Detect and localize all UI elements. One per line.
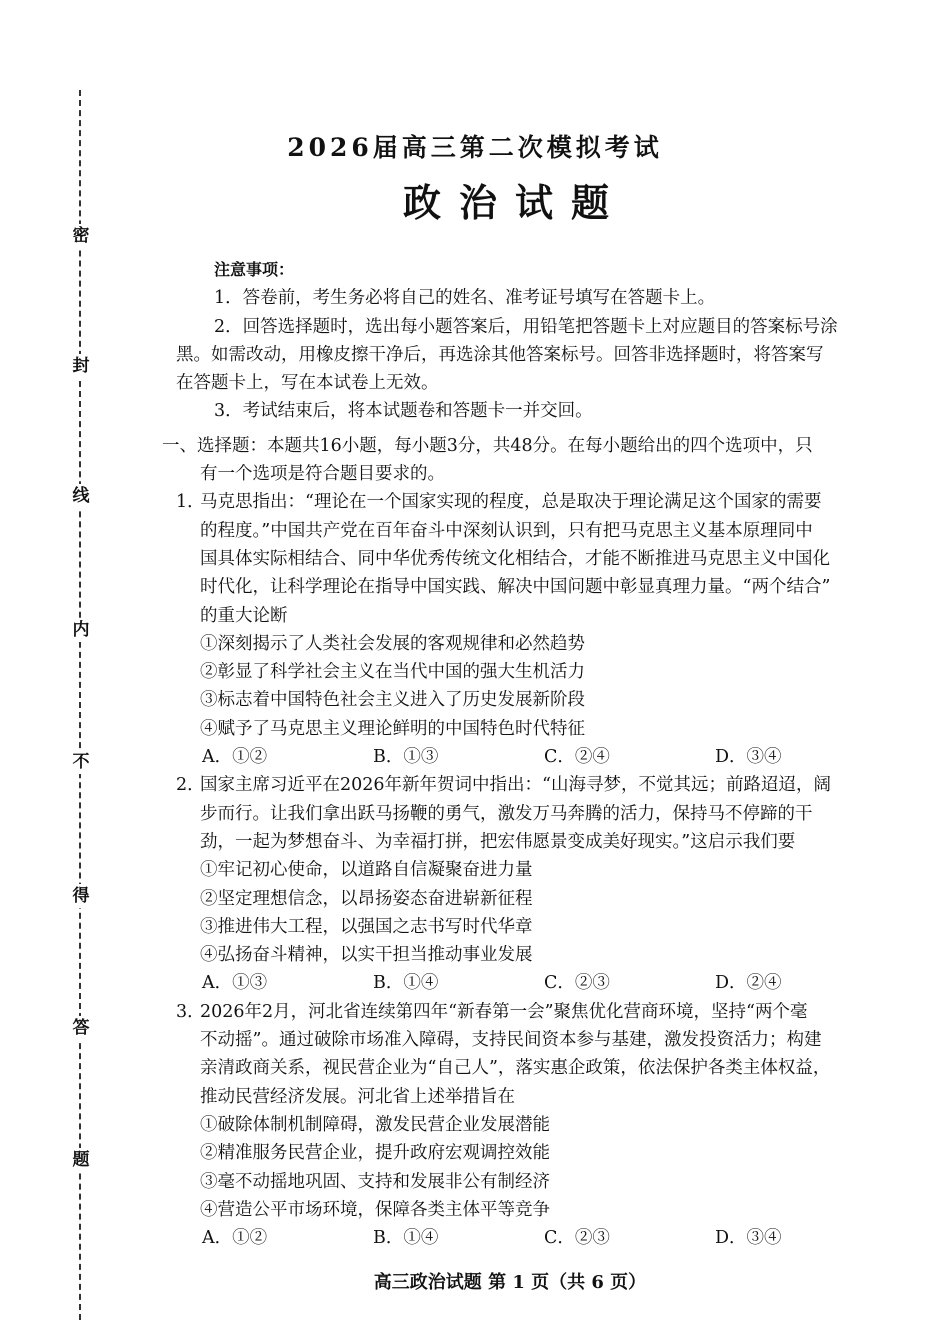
- statement-option: ②彰显了科学社会主义在当代中国的强大生机活力: [200, 662, 585, 683]
- question-text: 亲清政商关系，视民营企业为“自己人”，落实惠企政策，依法保护各类主体权益，: [200, 1058, 831, 1079]
- exam-title: 2026届高三第二次模拟考试: [287, 133, 663, 162]
- question-number: 3．: [176, 1001, 205, 1022]
- answer-choice: D．②④: [715, 973, 782, 994]
- notice-item-cont: 在答题卡上，写在本试卷上无效。: [176, 373, 439, 394]
- question-text: 国具体实际相结合、同中华优秀传统文化相结合，才能不断推进马克思主义中国化: [200, 548, 830, 569]
- statement-option: ③标志着中国特色社会主义进入了历史发展新阶段: [200, 690, 585, 711]
- notice-item-cont: 黑。如需改动，用橡皮擦干净后，再选涂其他答案标号。回答非选择题时，将答案写: [176, 344, 824, 365]
- answer-choice: B．①④: [373, 973, 439, 994]
- answer-choice: C．②④: [544, 747, 610, 768]
- seal-char: 封: [66, 354, 96, 378]
- question-text: 马克思指出：“理论在一个国家实现的程度，总是取决于理论满足这个国家的需要: [200, 492, 822, 513]
- question-text: 的重大论断: [200, 605, 288, 626]
- question-number: 2．: [176, 775, 205, 796]
- notice-item: 1．答卷前，考生务必将自己的姓名、准考证号填写在答题卡上。: [214, 288, 716, 309]
- answer-choice: D．③④: [715, 747, 782, 768]
- answer-choices: [176, 1224, 898, 1252]
- notice-title: 注意事项：: [214, 260, 295, 279]
- question-text: 推动民营经济发展。河北省上述举措旨在: [200, 1086, 515, 1107]
- question-text: 2026年2月，河北省连续第四年“新春第一会”聚焦优化营商环境，坚持“两个毫: [200, 1001, 808, 1022]
- answer-choice: A．①③: [202, 973, 268, 994]
- seal-char: 密: [66, 224, 96, 248]
- answer-choice: C．②③: [544, 1228, 610, 1249]
- seal-char: 不: [66, 750, 96, 774]
- statement-option: ③毫不动摇地巩固、支持和发展非公有制经济: [200, 1171, 550, 1192]
- exam-content: [162, 256, 898, 1252]
- statement-option: ④赋予了马克思主义理论鲜明的中国特色时代特征: [200, 718, 585, 739]
- question-text: 不动摇”。通过破除市场准入障碍，支持民间资本参与基建，激发投资活力；构建: [200, 1030, 822, 1051]
- dashed-binding-line: [79, 90, 81, 1320]
- answer-choice: A．①②: [202, 747, 268, 768]
- subject-title: 政治试题: [402, 180, 627, 225]
- statement-option: ④营造公平市场环境，保障各类主体平等竞争: [200, 1199, 550, 1220]
- statement-option: ①深刻揭示了人类社会发展的客观规律和必然趋势: [200, 633, 585, 654]
- question-text: 步而行。让我们拿出跃马扬鞭的勇气，激发万马奔腾的活力，保持马不停蹄的干: [200, 803, 813, 824]
- statement-option: ②精准服务民营企业，提升政府宏观调控效能: [200, 1143, 550, 1164]
- question-text: 劲，一起为梦想奋斗、为幸福打拼，把宏伟愿景变成美好现实。”这启示我们要: [200, 831, 796, 852]
- seal-char: 答: [66, 1016, 96, 1040]
- question-3: [176, 998, 898, 1253]
- seal-char: 线: [66, 484, 96, 508]
- answer-choices: [176, 743, 898, 771]
- seal-char: 得: [66, 884, 96, 908]
- answer-choice: A．①②: [202, 1228, 268, 1249]
- answer-choice: D．③④: [715, 1228, 782, 1249]
- seal-char: 内: [66, 618, 96, 642]
- statement-option: ③推进伟大工程，以强国之志书写时代华章: [200, 916, 533, 937]
- answer-choice: C．②③: [544, 973, 610, 994]
- question-2: [176, 771, 898, 997]
- question-number: 1．: [176, 492, 205, 513]
- answer-choice: B．①④: [373, 1228, 439, 1249]
- question-text: 国家主席习近平在2026年新年贺词中指出：“山海寻梦，不觉其远；前路迢迢，阔: [200, 775, 831, 796]
- section-heading-cont: 有一个选项是符合题目要求的。: [200, 464, 445, 485]
- statement-option: ①牢记初心使命，以道路自信凝聚奋进力量: [200, 860, 533, 881]
- statement-option: ②坚定理想信念，以昂扬姿态奋进崭新征程: [200, 888, 533, 909]
- question-text: 的程度。”中国共产党在百年奋斗中深刻认识到，只有把马克思主义基本原理同中: [200, 520, 813, 541]
- question-text: 时代化，让科学理论在指导中国实践、解决中国问题中彰显真理力量。“两个结合”: [200, 577, 831, 598]
- question-1: [176, 488, 898, 771]
- statement-option: ④弘扬奋斗精神，以实干担当推动事业发展: [200, 945, 533, 966]
- page-footer: 高三政治试题 第 1 页（共 6 页）: [373, 1272, 647, 1293]
- answer-choices: [176, 969, 898, 997]
- statement-option: ①破除体制机制障碍，激发民营企业发展潜能: [200, 1114, 550, 1135]
- notice-item: 2．回答选择题时，选出每小题答案后，用铅笔把答题卡上对应题目的答案标号涂: [214, 316, 838, 337]
- notice-item: 3．考试结束后，将本试题卷和答题卡一并交回。: [214, 401, 593, 422]
- seal-line-margin: [66, 90, 96, 1320]
- section-heading: 一、选择题：本题共16小题，每小题3分，共48分。在每小题给出的四个选项中，只: [162, 435, 813, 456]
- seal-char: 题: [66, 1148, 96, 1172]
- answer-choice: B．①③: [373, 747, 439, 768]
